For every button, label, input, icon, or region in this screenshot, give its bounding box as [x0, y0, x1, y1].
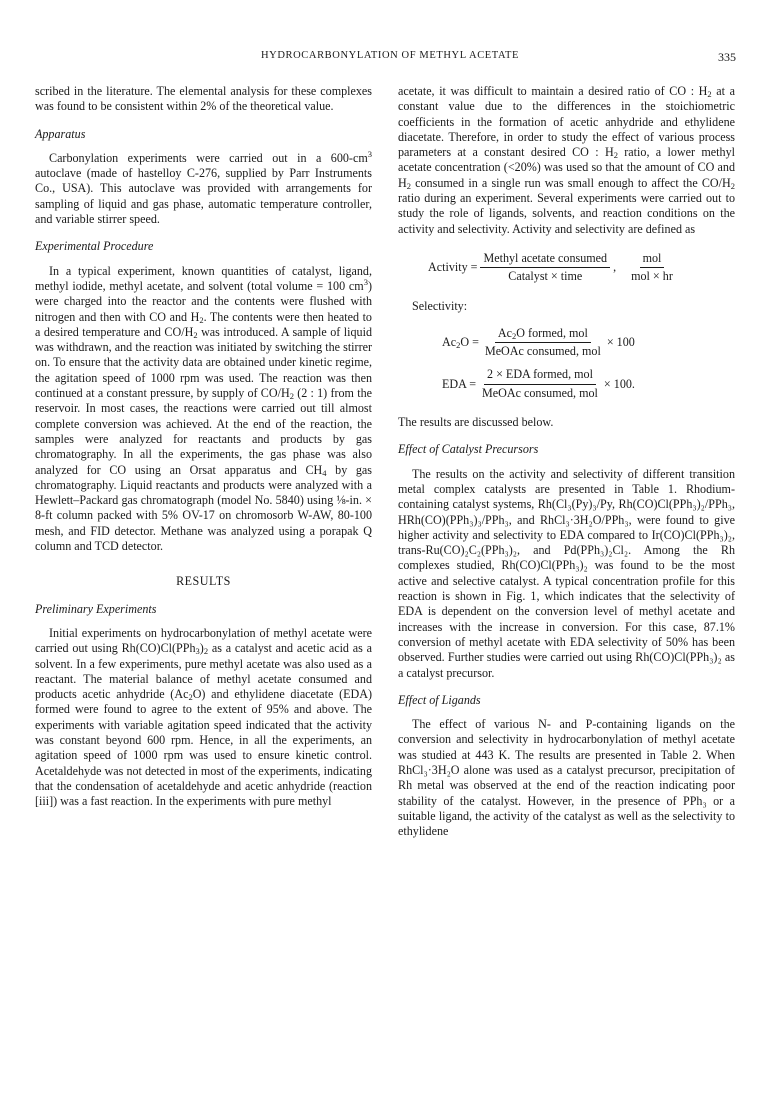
fraction: [480, 251, 610, 285]
unit-denominator: mol × hr: [631, 269, 673, 284]
unit-fraction: [628, 251, 676, 285]
equation-lhs: $Ac_2O$ =: [442, 335, 479, 350]
numerator: 2 × EDA formed, mol: [484, 367, 596, 384]
paragraph-discussed: The results are discussed below.: [398, 415, 554, 430]
fraction: [482, 326, 604, 360]
section-heading-preliminary: Preliminary Experiments: [35, 601, 157, 616]
ac2o-equation: [442, 326, 735, 360]
equation-lhs: Activity =: [428, 260, 478, 275]
multiplier: × 100.: [603, 376, 635, 391]
section-heading-apparatus: Apparatus: [35, 126, 86, 141]
fraction: [479, 367, 601, 401]
paragraph-preliminary: Initial experiments on hydrocarbonylation of methyl acetate were carried out using $Rh(CO)Cl(PPh_3)_2$ as a catalyst and acetic acid as a solvent. In a few experiments, pure methyl acetate was also used as a reactant. The material balance of methyl acetate consumed and products acetic anhydride $(Ac_2O)$ and ethylidene diacetate (EDA) formed were found to agree to the extent of 95% and above. The experiments with variable agitation speed indicated that the activity was constant beyond 600 rpm. Hence, in all the experiments, an agitation speed of 1000 rpm was used to ensure kinetic control. Acetaldehyde was not detected in most of the experiments, indicating that the condensation of acetaldehyde and acetic anhydride (reaction [iii]) was a fast reaction. In the experiments with pure methyl: [35, 625, 373, 809]
denominator: Catalyst × time: [508, 269, 583, 284]
activity-equation: Activity = $\frac{\text{Methyl acetate consumed}}{\text{Catalyst × time}}$ , $\frac{\text{mol}}{\text{mol × hr}}$: [428, 251, 735, 285]
paragraph-catalyst: The results on the activity and selectivity of different transition metal complex catalysts are presented in Table 1. Rhodium-containing catalyst systems, Rh(Cl₃(Py)₃/Py, Rh(CO)Cl(PPh₃)₂/PPh₃, HRh(CO)(PPh₃)₃/PPh₃, and RhCl₃·3H₂O/PPh₃, were found to give higher activity and selectivity to EDA compared to Ir(CO)Cl(PPh₃)₂, trans-Ru(CO)₂C₂(PPh₃)₂, and Pd(PPh₃)₂Cl₂. Among the Rh complexes studied, Rh(CO)Cl(PPh₃)₂ was found to be the most active and selective catalyst. A typical concentration profile for this reaction is shown in Fig. 1, which indicates that the selectivity of EDA is dependent on the conversion level of methyl acetate and increases with the increase in conversion. For this case, 87.1% conversion of methyl acetate with EDA selectivity of 50% has been observed. Further studies were carried out using Rh(CO)Cl(PPh₃)₂ as a catalyst precursor.: [398, 466, 735, 680]
paragraph-apparatus: Carbonylation experiments were carried out in a $600-cm^3$ autoclave (made of hastelloy C-276, supplied by Parr Instruments Co., USA). This autoclave was provided with arrangements for sampling of liquid and gas phase, automatic temperature controller, and variable stirrer speed.: [35, 148, 372, 227]
paragraph: scribed in the literature. The elemental analysis for these complexes was found to be consistent within 2% of the theoretical value.: [35, 84, 372, 114]
denominator: MeOAc consumed, mol: [484, 344, 601, 359]
numerator: Methyl acetate consumed: [480, 251, 610, 268]
denominator: MeOAc consumed, mol: [482, 385, 598, 400]
section-heading-results: RESULTS: [176, 574, 231, 589]
page-header: [44, 50, 736, 66]
unit-numerator: mol: [640, 251, 665, 268]
numerator: $Ac_2O$ formed, mol: [495, 326, 591, 343]
running-head: HYDROCARBONYLATION OF METHYL ACETATE: [260, 50, 520, 61]
eda-equation: [442, 367, 735, 401]
right-column: [398, 84, 735, 839]
left-column: [35, 84, 372, 809]
paragraph-ligands: The effect of various N- and P-containing ligands on the conversion and selectivity in hydrocarbonylation of methyl acetate was studied at 443 K. The results are presented in Table 2. When RhCl₃·3H₂O alone was used as a catalyst precursor, precipitation of Rh metal was observed at the end of the reaction indicating poor stability of the catalyst. However, in the presence of PPh₃ or a suitable ligand, the activity of the catalyst as well as the selectivity to ethylidene: [398, 717, 735, 839]
paragraph-procedure: In a typical experiment, known quantities of catalyst, ligand, methyl iodide, methyl acetate, and solvent (total volume = 100 $cm^3$) were charged into the reactor and the contents were flushed with nitrogen and then with CO and $H_2$. The contents were then heated to a desired temperature and $CO/H_2$ was introduced. A sample of liquid was withdrawn, and the reaction was initiated by switching the stirrer on. To ensure that the activity data are obtained under kinetic regime, the agitation speed of 1000 rpm was used. The reaction was then continued at a constant pressure, by supply of $CO/H_2$ (2 : 1) from the reservoir. In most cases, the reactions were carried out till almost complete conversion was achieved. At the end of the reaction, the samples were analyzed for reactants and products by gas chromatography. In all the experiments, the gas phase was also analyzed for CO using an Orsat apparatus and $CH_4$ by gas chromatography. Liquid reactants and products were analyzed with a Hewlett–Packard gas chromatograph (model No. 5840) using ⅛-in. × 8-ft column packed with 5% OV-17 on chromosorb W-AW, 80-100 mesh, and FID detector. Methane was analyzed using a porapak Q column and TCD detector.: [35, 263, 372, 554]
section-heading-ligands: Effect of Ligands: [398, 692, 481, 707]
multiplier: × 100: [606, 335, 635, 349]
paragraph-intro: acetate, it was difficult to maintain a desired ratio of CO : $H_2$ at a constant value due to the differences in the stoichiometric coefficients in the formation of acetic anhydride and ethylidene diacetate. Therefore, in order to study the effect of various process parameters at a constant desired CO : $H_2$ ratio, a lower methyl acetate concentration (<20%) was used so that the amount of CO and $H_2$ consumed in a single run was small enough to affect the $CO/H_2$ ratio during an experiment. Several experiments were carried out to study the role of ligands, solvents, and reaction conditions on the activity and selectivity. Activity and selectivity are defined as: [398, 84, 735, 236]
section-heading-procedure: Experimental Procedure: [35, 239, 154, 254]
selectivity-label: Selectivity:: [412, 298, 468, 313]
section-heading-catalyst: Effect of Catalyst Precursors: [398, 442, 539, 457]
page-number: 335: [718, 50, 736, 64]
equation-lhs: EDA =: [442, 376, 477, 391]
